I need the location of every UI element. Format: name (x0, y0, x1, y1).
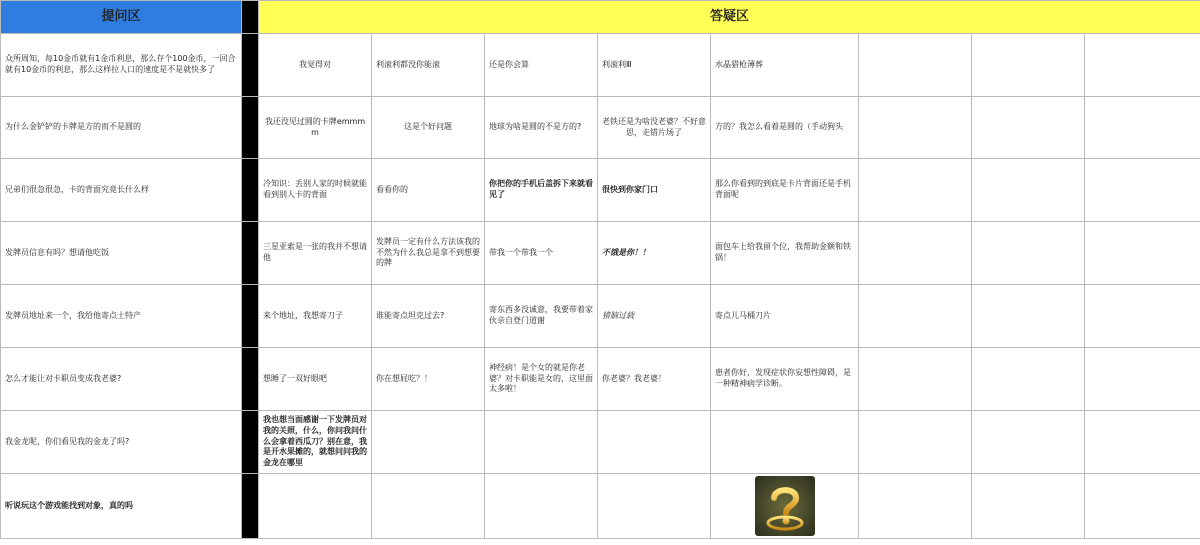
answer-cell[interactable]: 寄东西多没诚意，我要带着家伙亲自登门道谢 (485, 285, 598, 348)
empty-cell[interactable] (972, 97, 1085, 159)
table-row (1, 159, 1200, 222)
question-cell[interactable]: 发牌员地址来一个，我给他寄点土特产 (1, 285, 242, 348)
question-cell[interactable]: 众所周知，每10金币就有1金币利息，那么存个100金币，一回合就有10金币的利息，那么这样拉人口的速度是不是就快多了 (1, 34, 242, 97)
answer-cell[interactable]: 很快到你家门口 (598, 159, 711, 222)
empty-cell[interactable] (972, 285, 1085, 348)
table-row (1, 348, 1200, 411)
empty-cell[interactable] (972, 222, 1085, 285)
answer-cell[interactable]: 发牌员一定有什么方法该我的不然为什么我总是拿不到想要的牌 (372, 222, 485, 285)
icon-cell[interactable] (711, 474, 859, 539)
divider-column (242, 1, 259, 34)
icon-container (715, 476, 854, 536)
empty-cell[interactable] (372, 411, 485, 474)
answer-cell[interactable]: 看看你的 (372, 159, 485, 222)
empty-cell[interactable] (972, 159, 1085, 222)
question-cell[interactable]: 怎么才能让对卡职员变成我老婆? (1, 348, 242, 411)
empty-cell[interactable] (972, 34, 1085, 97)
answer-cell[interactable]: 你老婆？我老婆！ (598, 348, 711, 411)
empty-cell[interactable] (972, 474, 1085, 539)
answer-cell[interactable]: 不饿是你！！ (598, 222, 711, 285)
answer-cell[interactable]: 利滚利Ⅲ (598, 34, 711, 97)
table-row (1, 97, 1200, 159)
empty-cell[interactable] (859, 474, 972, 539)
answer-cell[interactable]: 谁能寄点坦克过去? (372, 285, 485, 348)
empty-cell[interactable] (485, 411, 598, 474)
answer-cell[interactable]: 我觉得对 (259, 34, 372, 97)
divider-column (242, 285, 259, 348)
empty-cell[interactable] (859, 285, 972, 348)
empty-cell[interactable] (859, 34, 972, 97)
empty-cell[interactable] (1085, 34, 1200, 97)
answer-cell[interactable]: 寄点儿马桶刀片 (711, 285, 859, 348)
empty-cell[interactable] (1085, 285, 1200, 348)
empty-cell[interactable] (598, 474, 711, 539)
answer-cell[interactable]: 我也想当面感谢一下发牌员对我的关照，什么，你问我问什么会拿着西瓜刀？别在意，我是开水果摊的，就想问问我的金龙在哪里 (259, 411, 372, 474)
question-cell[interactable]: 为什么金铲铲的卡牌是方的而不是圆的 (1, 97, 242, 159)
answer-cell[interactable]: 水晶猎枪薄葬 (711, 34, 859, 97)
table-row (1, 34, 1200, 97)
answer-cell[interactable]: 面包车上给我留个位，我帮助金额和铁锅！ (711, 222, 859, 285)
empty-cell[interactable] (859, 411, 972, 474)
empty-cell[interactable] (859, 97, 972, 159)
answer-cell[interactable]: 来个地址，我想寄刀子 (259, 285, 372, 348)
header-row (1, 1, 1200, 34)
answer-cell[interactable]: 想睡了一双好眼吧 (259, 348, 372, 411)
empty-cell[interactable] (859, 348, 972, 411)
table-row (1, 474, 1200, 539)
answer-cell[interactable]: 三星亚索是一张的我并不想请他 (259, 222, 372, 285)
empty-cell[interactable] (1085, 159, 1200, 222)
divider-column (242, 222, 259, 285)
divider-column (242, 97, 259, 159)
divider-column (242, 34, 259, 97)
answer-cell[interactable]: 利滚利都没你能滚 (372, 34, 485, 97)
empty-cell[interactable] (1085, 348, 1200, 411)
question-cell[interactable]: 兄弟们很急很急，卡的背面究竟长什么样 (1, 159, 242, 222)
empty-cell[interactable] (972, 348, 1085, 411)
table-row (1, 222, 1200, 285)
answer-cell[interactable]: 患者你好，发现症状你妄想性障碍，是一种精神病学诊断。 (711, 348, 859, 411)
answer-cell[interactable]: 带我一个带我一个 (485, 222, 598, 285)
empty-cell[interactable] (859, 222, 972, 285)
question-cell[interactable]: 听说玩这个游戏能找到对象，真的吗 (1, 474, 242, 539)
question-cell[interactable]: 发牌员信息有吗？想请他吃饭 (1, 222, 242, 285)
answer-cell[interactable]: 那么你看到的到底是卡片背面还是手机背面呢 (711, 159, 859, 222)
header-answer-area[interactable]: 答疑区 (259, 1, 1200, 34)
answer-cell[interactable]: 我还没见过圆的卡牌emmmm (259, 97, 372, 159)
empty-cell[interactable] (1085, 222, 1200, 285)
table-row (1, 285, 1200, 348)
answer-cell[interactable]: 方的？我怎么看着是圆的（手动狗头 (711, 97, 859, 159)
empty-cell[interactable] (1085, 411, 1200, 474)
answer-cell[interactable]: 这是个好问题 (372, 97, 485, 159)
empty-cell[interactable] (972, 411, 1085, 474)
empty-cell[interactable] (372, 474, 485, 539)
empty-cell[interactable] (711, 411, 859, 474)
answer-cell[interactable]: 还是你会算 (485, 34, 598, 97)
empty-cell[interactable] (259, 474, 372, 539)
empty-cell[interactable] (485, 474, 598, 539)
answer-cell[interactable]: 冷知识：丢别人家的时候就能看到别人卡的背面 (259, 159, 372, 222)
question-mark-emblem-icon (755, 476, 815, 536)
divider-column (242, 159, 259, 222)
question-cell[interactable]: 我金龙呢，你们看见我的金龙了吗? (1, 411, 242, 474)
answer-cell[interactable]: 猪脑过载 (598, 285, 711, 348)
empty-cell[interactable] (859, 159, 972, 222)
divider-column (242, 474, 259, 539)
header-ask-area[interactable]: 提问区 (1, 1, 242, 34)
answer-cell[interactable]: 地球为啥是圆的不是方的? (485, 97, 598, 159)
empty-cell[interactable] (1085, 474, 1200, 539)
divider-column (242, 411, 259, 474)
empty-cell[interactable] (598, 411, 711, 474)
answer-cell[interactable]: 你把你的手机后盖拆下来就看见了 (485, 159, 598, 222)
table-row (1, 411, 1200, 474)
empty-cell[interactable] (1085, 97, 1200, 159)
answer-cell[interactable]: 你在想屁吃？！ (372, 348, 485, 411)
answer-cell[interactable]: 神经病！是个女的就是你老婆？对卡职能是女的，这里面太多啦！ (485, 348, 598, 411)
answer-cell[interactable]: 老铁还是为啥没老婆？不好意思，走错片场了 (598, 97, 711, 159)
divider-column (242, 348, 259, 411)
